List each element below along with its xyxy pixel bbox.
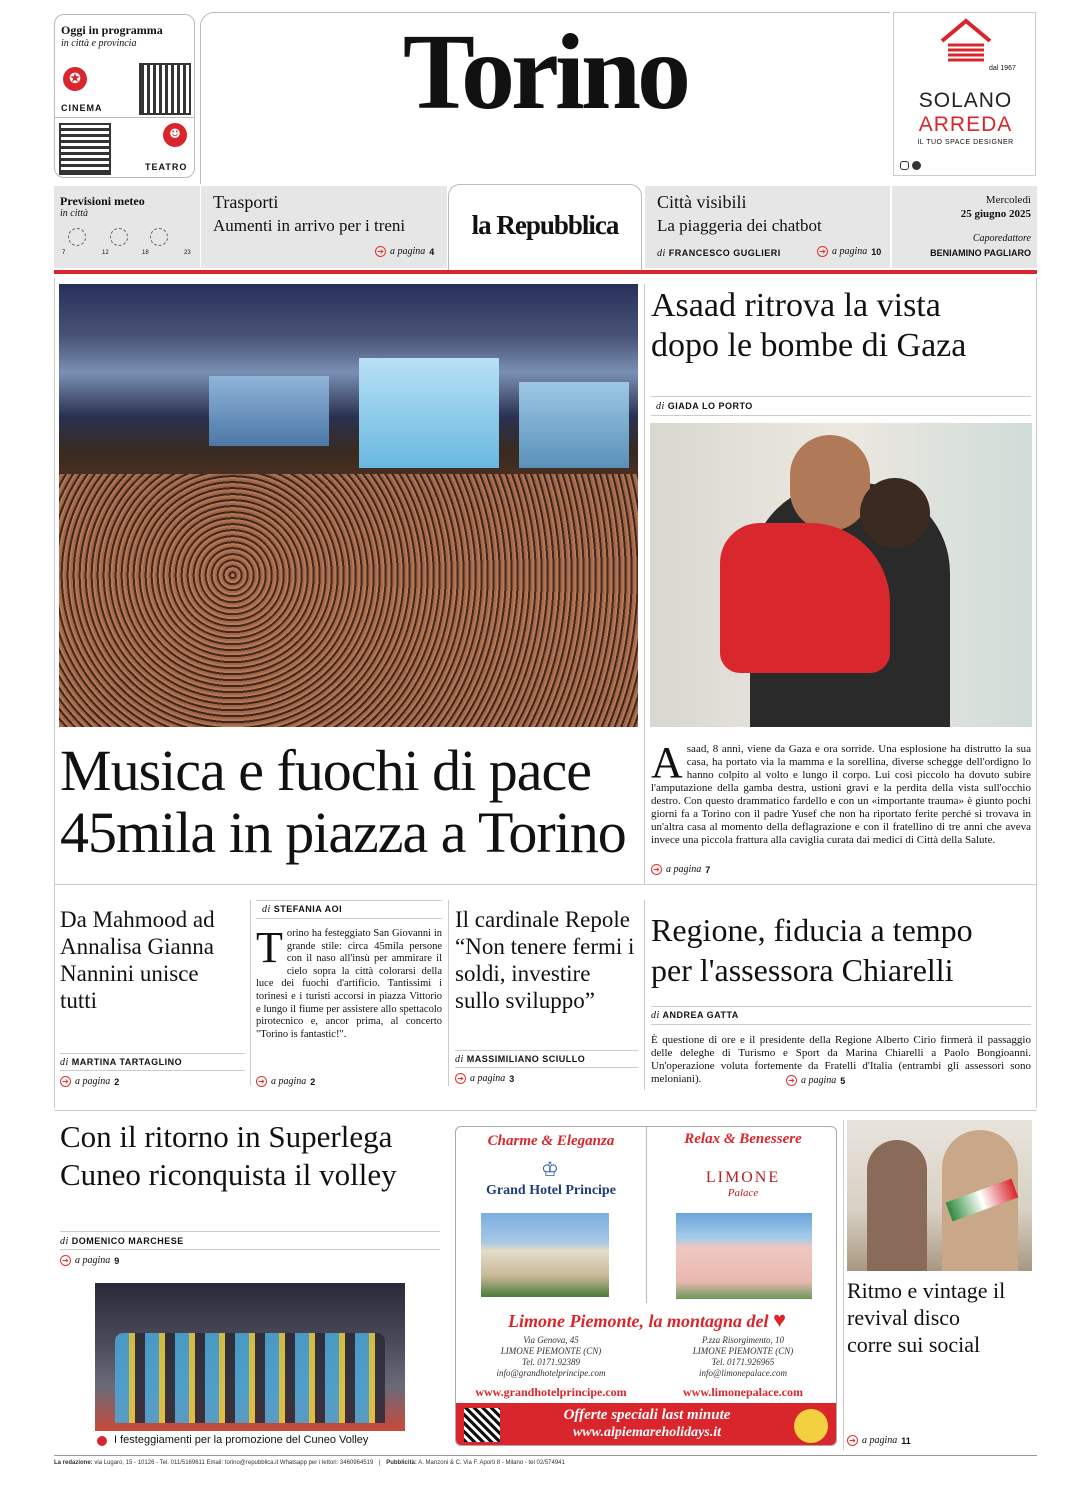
programma-title: Oggi in programma <box>61 23 163 37</box>
volley-photo <box>95 1283 405 1431</box>
volley-headline <box>60 1118 440 1194</box>
sun-icon <box>150 228 168 246</box>
footer-redazione: via Lugaro, 15 - 10126 - Tel. 011/5169611 Email: torino@repubblica.it Whatsapp per i lettori: 3460964519 <box>94 1460 374 1466</box>
lead-headline <box>60 740 640 864</box>
man-head <box>790 435 870 531</box>
page-ref-label: a pagina <box>75 1076 111 1087</box>
asaad-text <box>651 738 1031 847</box>
hotels-ad[interactable] <box>455 1126 837 1446</box>
camera-icon <box>97 1436 107 1446</box>
page-ref-number: 11 <box>901 1435 911 1446</box>
disco-page-ref[interactable] <box>847 1435 911 1446</box>
qr-code-icon[interactable] <box>141 65 189 113</box>
ad-right-url[interactable]: www.limonepalace.com <box>683 1385 803 1399</box>
arrow-right-icon: ➔ <box>256 1076 267 1087</box>
disco-photo <box>847 1120 1032 1271</box>
aoi-page-ref[interactable] <box>256 1076 315 1087</box>
byline-prefix: di <box>60 1236 69 1247</box>
address-line: LIMONE PIEMONTE (CN) <box>500 1346 602 1356</box>
mahmood-byline <box>60 1057 182 1068</box>
date-box <box>892 186 1037 268</box>
byline-prefix: di <box>262 904 271 915</box>
repole-byline <box>455 1054 585 1065</box>
cinema-icon[interactable]: ✪ <box>63 67 87 91</box>
ad-left-url[interactable]: www.grandhotelprincipe.com <box>475 1385 627 1399</box>
sun-icon <box>110 228 128 246</box>
arrow-right-icon: ➔ <box>375 246 386 257</box>
page-ref-number: 2 <box>310 1076 316 1087</box>
programma-subtitle: in città e provincia <box>61 38 137 49</box>
page-ref-number: 2 <box>114 1076 120 1087</box>
asaad-headline <box>651 286 1031 366</box>
arrow-right-icon: ➔ <box>847 1435 858 1446</box>
asaad-body: saad, 8 anni, viene da Gaza e ora sorride. Una esplosione ha distrutto la sua casa, ha portato via la mamma e la sorellina, diverse schegge dell'ordigno lo hanno colpito al volto e lungo il corpo. Lui così piccolo ha dovuto subire l'amputazione della gamba destra, ustioni gravi e la perdita della vista sull'occhio destro. Con questo drammatico fardello e con un «importante trauma» è giunto pochi giorni fa a Torino con il padre Yusef che non ha riportato ferite perché si trovava in un'altra casa al momento della deflagrazione e con il fratellino di tre anni che aveva invece una piccola frattura alla caviglia curata dai medici di Città della Salute. <box>651 743 1031 846</box>
trasporti-page-ref[interactable] <box>375 246 434 257</box>
volley-headline-line2: Cuneo riconquista il volley <box>60 1157 397 1192</box>
ad-right-title: Relax & Benessere <box>684 1131 802 1147</box>
volley-headline-line1: Con il ritorno in Superlega <box>60 1119 393 1154</box>
qr-code-icon[interactable] <box>61 125 109 173</box>
footer-redazione-label: La redazione: <box>54 1460 93 1466</box>
citta-title: La piaggeria dei chatbot <box>657 216 822 235</box>
caporedattore-name: BENIAMINO PAGLIARO <box>930 248 1031 258</box>
meteo-hour: 7 <box>62 250 66 256</box>
crown-icon: ♔ <box>541 1157 559 1181</box>
hotel-photo <box>481 1213 609 1297</box>
mahmood-headline: Da Mahmood ad Annalisa Gianna Nannini unisce tutti <box>60 907 215 1013</box>
players <box>115 1333 385 1423</box>
meteo-hour: 18 <box>142 250 149 256</box>
address-line: P.zza Risorgimento, 10 <box>701 1335 784 1345</box>
byline-author: FRANCESCO GUGLIERI <box>668 248 781 258</box>
sun-icon <box>68 228 86 246</box>
offer-banner[interactable] <box>456 1403 837 1446</box>
byline-author: MARTINA TARTAGLINO <box>71 1057 183 1067</box>
lead-headline-line1: Musica e fuochi di pace <box>60 738 592 803</box>
byline-author: GIADA LO PORTO <box>667 401 753 411</box>
asaad-page-ref[interactable] <box>651 864 710 875</box>
page-ref-number: 10 <box>871 246 882 257</box>
page-ref-number: 5 <box>840 1075 846 1086</box>
aoi-body: orino ha festeggiato San Giovanni in grande stile: circa 45mila persone con il naso all'insù per ammirare il cielo sopra la città colorarsi della luce dei fuochi d'artificio. Tantissimi i torinesi e i turisti accorsi in piazza Vittorio e lungo il fiume per assistere allo spettacolo pirotecnico e, ancor prima, al concerto "Torino is fantastic!". <box>256 928 442 1040</box>
regione-byline <box>651 1010 739 1021</box>
page-ref-label: a pagina <box>271 1076 307 1087</box>
arreda-name: ARREDA <box>918 113 1013 136</box>
volley-byline <box>60 1236 184 1247</box>
teatro-icon[interactable]: ☻ <box>163 123 187 147</box>
solano-ad[interactable] <box>893 12 1036 176</box>
offer-text: Offerte speciali last minute <box>563 1407 731 1423</box>
page-ref-label: a pagina <box>470 1073 506 1084</box>
cinema-label[interactable]: CINEMA <box>61 103 103 113</box>
facebook-icon[interactable] <box>912 161 921 170</box>
arrow-right-icon: ➔ <box>60 1076 71 1087</box>
heart-icon: ♥ <box>772 1307 787 1332</box>
date-day: Mercoledì <box>985 194 1031 206</box>
stage-screen <box>359 358 499 468</box>
house-logo-icon <box>938 17 994 67</box>
dropcap: T <box>256 923 283 972</box>
citta-byline <box>657 248 781 259</box>
address-line: info@limonepalace.com <box>698 1368 787 1378</box>
page-ref-label: a pagina <box>832 246 868 257</box>
arrow-right-icon: ➔ <box>651 864 662 875</box>
masthead-title: Torino <box>402 13 688 132</box>
asaad-headline-line2: dopo le bombe di Gaza <box>651 327 967 364</box>
byline-prefix: di <box>656 401 665 412</box>
caporedattore-label: Caporedattore <box>972 233 1031 244</box>
date-full: 25 giugno 2025 <box>960 208 1031 220</box>
meteo-box <box>54 186 200 268</box>
citta-kicker: Città visibili <box>657 192 747 212</box>
page-ref-label: a pagina <box>75 1255 111 1266</box>
ad-slogan <box>456 1307 837 1333</box>
meteo-title: Previsioni meteo <box>60 194 145 208</box>
trasporti-title: Aumenti in arrivo per i treni <box>213 216 406 235</box>
instagram-icon[interactable] <box>900 161 909 170</box>
child-figure <box>720 523 890 673</box>
slogan-text: Limone Piemonte, la montagna del <box>507 1311 769 1331</box>
page-ref-label: a pagina <box>666 864 702 875</box>
regione-body: È questione di ore e il presidente della Regione Alberto Cirio firmerà il passaggio delle deleghe di Turismo e Sport da Marina Chiarelli a Paolo Bongioanni. Un'operazione voluta fortemente da Fratelli d'Italia (entrambi gli assessori sono meloniani). <box>651 1034 1031 1085</box>
page-ref-label: a pagina <box>862 1435 898 1446</box>
page-ref-number: 7 <box>705 864 711 875</box>
person-figure <box>867 1140 927 1271</box>
meteo-subtitle: in città <box>60 208 89 219</box>
byline-prefix: di <box>657 248 666 259</box>
byline-author: ANDREA GATTA <box>662 1010 739 1020</box>
concert-photo <box>59 284 638 727</box>
regione-headline-line2: per l'assessora Chiarelli <box>651 952 954 988</box>
meteo-hour: 12 <box>102 250 109 256</box>
address-line: info@grandhotelprincipe.com <box>496 1368 606 1378</box>
byline-prefix: di <box>651 1010 660 1021</box>
page-ref-label: a pagina <box>801 1075 837 1086</box>
ad-right-address <box>648 1335 837 1379</box>
ad-left-title: Charme & Eleganza <box>487 1133 615 1149</box>
byline-author: DOMENICO MARCHESE <box>71 1236 184 1246</box>
ad-right-hotel: LIMONE <box>705 1169 781 1186</box>
teatro-label[interactable]: TEATRO <box>145 162 188 172</box>
arrow-right-icon: ➔ <box>60 1255 71 1266</box>
address-line: Tel. 0171.92389 <box>522 1357 580 1367</box>
repole-headline: Il cardinale Repole “Non tenere fermi i soldi, investire sullo sviluppo” <box>455 907 635 1013</box>
solano-name: SOLANO <box>918 89 1013 112</box>
repole-page-ref[interactable] <box>455 1073 514 1084</box>
ad-left-address <box>456 1335 646 1379</box>
address-line: Tel. 0171.926965 <box>711 1357 775 1367</box>
arrow-right-icon: ➔ <box>455 1073 466 1084</box>
solano-since: dal 1967 <box>989 65 1016 72</box>
footer-pubblicita-label: Pubblicità: <box>386 1460 417 1466</box>
byline-prefix: di <box>455 1054 464 1065</box>
aoi-byline <box>262 904 342 915</box>
aoi-text <box>256 923 442 1041</box>
mahmood-page-ref[interactable] <box>60 1076 119 1087</box>
ad-right-hotel-sub: Palace <box>727 1187 759 1199</box>
trasporti-kicker: Trasporti <box>213 192 279 212</box>
citta-page-ref[interactable] <box>817 246 881 257</box>
volley-caption: I festeggiamenti per la promozione del Cuneo Volley <box>114 1434 369 1446</box>
programma-box <box>54 14 195 178</box>
footer: La redazione: via Lugaro, 15 - 10126 - Tel. 011/5169611 Email: torino@repubblica.it Whatsapp per i lettori: 3460964519 | Pubblicità: A. Manzoni & C. Via F. Aporti 8 - Milano - tel 02/574941 <box>54 1460 565 1466</box>
badge-icon <box>794 1409 828 1443</box>
stage-screen <box>519 382 629 468</box>
hotel-photo <box>676 1213 812 1299</box>
regione-page-ref[interactable] <box>786 1075 845 1086</box>
lead-headline-line2: 45mila in piazza a Torino <box>60 800 626 865</box>
byline-author: MASSIMILIANO SCIULLO <box>466 1054 586 1064</box>
crowd <box>59 474 638 727</box>
stage-screen <box>209 376 329 446</box>
offer-url[interactable]: www.alpiemareholidays.it <box>572 1425 722 1440</box>
asaad-byline <box>656 401 753 412</box>
page-ref-number: 9 <box>114 1255 120 1266</box>
solano-tagline: IL TUO SPACE DESIGNER <box>917 139 1014 146</box>
qr-code-icon[interactable] <box>464 1408 500 1442</box>
meteo-hour: 23 <box>184 250 191 256</box>
page-ref-number: 3 <box>509 1073 515 1084</box>
trasporti-box[interactable] <box>201 186 447 268</box>
footer-pubblicita: A. Manzoni & C. Via F. Aporti 8 - Milano - tel 02/574941 <box>418 1460 565 1466</box>
repubblica-logo: la Repubblica <box>471 210 619 240</box>
arrow-right-icon: ➔ <box>817 246 828 257</box>
page-ref-number: 4 <box>429 246 435 257</box>
regione-headline-line1: Regione, fiducia a tempo <box>651 912 973 948</box>
regione-headline <box>651 910 1031 990</box>
red-divider <box>54 270 1037 274</box>
byline-author: STEFANIA AOI <box>273 904 343 914</box>
arrow-right-icon: ➔ <box>786 1075 797 1086</box>
child-head <box>860 478 930 548</box>
dropcap: A <box>651 738 683 787</box>
citta-visibili-box[interactable] <box>645 186 890 268</box>
ad-left-hotel: Grand Hotel Principe <box>486 1183 616 1198</box>
byline-prefix: di <box>60 1057 69 1068</box>
asaad-headline-line1: Asaad ritrova la vista <box>651 287 941 324</box>
page-ref-label: a pagina <box>390 246 426 257</box>
address-line: Via Genova, 45 <box>523 1335 579 1345</box>
asaad-photo <box>650 423 1032 727</box>
disco-headline: Ritmo e vintage il revival disco corre sui social <box>847 1278 1006 1357</box>
address-line: LIMONE PIEMONTE (CN) <box>692 1346 794 1356</box>
volley-page-ref[interactable] <box>60 1255 119 1266</box>
